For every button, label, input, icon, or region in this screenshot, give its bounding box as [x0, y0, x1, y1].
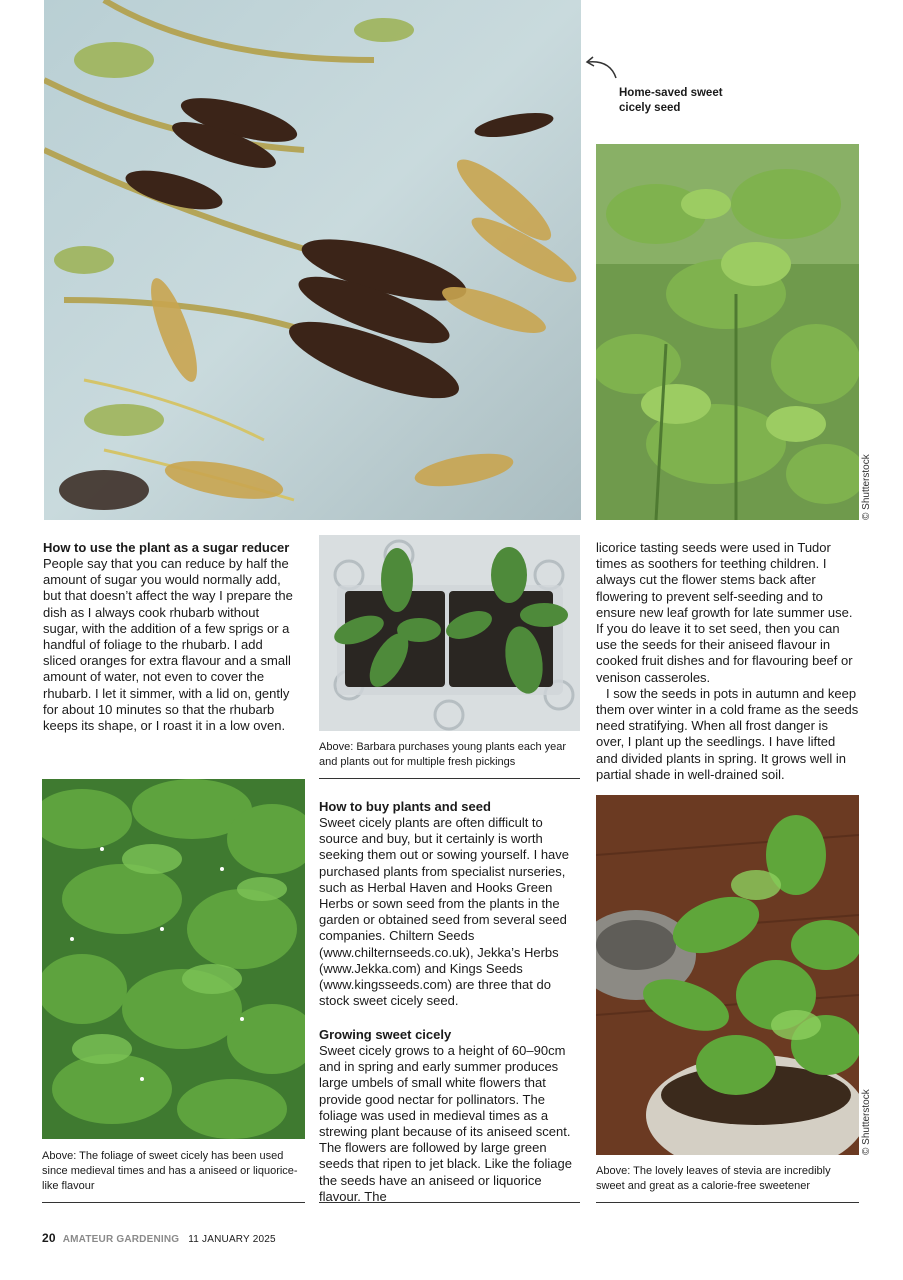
caption-text: Barbara purchases young plants each year and plants out for multiple fresh pickings — [319, 741, 567, 768]
photo-credit-bottom: © Shutterstock — [861, 1089, 872, 1155]
section-sugar-reducer — [43, 540, 298, 734]
photo-credit-top: © Shutterstock — [861, 454, 872, 520]
paragraph: I sow the seeds in pots in autumn and keep them over winter in a cold frame as the seeds need stratifying. When all frost danger is over, I plant up the seedlings. I have lifted and divided plants in spring. It grows well in partial shade in well-drained soil. — [596, 685, 859, 782]
foliage-photo — [42, 779, 305, 1139]
section-body: People say that you can reduce by half the amount of sugar you would normally add, but that doesn’t affect the way I prepare the dish as I always cook rhubarb without sugar, with the addition of a few sprigs or a handful of foliage to the rhubarb. I add sliced oranges for extra flavour and a small amount of water, not even to cover the rhubarb. I let it simmer, with a lid on, gently for about 10 minutes so that the rhubarb keeps its shape, or I roast it in a low oven. — [43, 556, 293, 734]
section-heading: How to use the plant as a sugar reducer — [43, 540, 290, 555]
caption-lead: Above: — [319, 741, 354, 753]
magazine-name: AMATEUR GARDENING — [62, 1234, 180, 1245]
caption-lead: Above: — [42, 1150, 77, 1162]
caption-lead: Above: — [596, 1165, 631, 1177]
section-heading: Growing sweet cicely — [319, 1027, 452, 1042]
seedlings-caption — [319, 740, 580, 779]
section-body: Sweet cicely grows to a height of 60–90cm and in spring and early summer produces large umbels of small white flowers that provide good nectar for pollinators. The foliage was used in medieval times as a strewing plant because of its aniseed scent. The flowers are followed by large green seeds that ripen to jet black. Like the foliage the seeds have an aniseed or liquorice flavour. The — [319, 1043, 572, 1204]
page-folio — [42, 1231, 276, 1245]
section-buy-plants — [319, 799, 580, 1009]
curved-arrow-icon — [584, 54, 620, 82]
seedlings-photo — [319, 535, 580, 731]
foliage-caption — [42, 1149, 305, 1203]
paragraph: licorice tasting seeds were used in Tudor times as soothers for teething children. I always cut the flower stems back after flowering to prevent self-seeding and to ensure new leaf growth for late summer use. If you do leave it to set seed, then you can use the seeds for their aniseed flavour in cooked fruit dishes and for flavouring beef or venison casseroles. — [596, 540, 853, 685]
caption-text: The lovely leaves of stevia are incredibly sweet and great as a calorie-free sweetener — [596, 1165, 831, 1192]
section-seeds-continued — [596, 540, 859, 783]
seedheads-photo — [44, 0, 581, 520]
photo-callout: Home-saved sweet cicely seed — [619, 87, 723, 114]
stevia-leaves-photo — [596, 144, 859, 520]
section-growing — [319, 1027, 582, 1205]
stevia-pot-photo — [596, 795, 859, 1155]
stevia-caption — [596, 1164, 859, 1203]
column-rule — [319, 1202, 580, 1203]
section-body: Sweet cicely plants are often difficult to source and buy, but it certainly is worth seeking them out or sowing yourself. I have purchased plants from specialist nurseries, such as Herbal Haven and Hooks Green Herbs or sown seed from the plants in the garden or obtained seed from several seed companies. Chiltern Seeds (www.chilternseeds.co.uk), Jekka’s Herbs (www.Jekka.com) and Kings Seeds (www.kingsseeds.com) are three that do stock sweet cicely seed. — [319, 815, 570, 1009]
page-number: 20 — [42, 1231, 56, 1245]
section-heading: How to buy plants and seed — [319, 799, 491, 814]
issue-date: 11 JANUARY 2025 — [188, 1234, 276, 1245]
caption-text: The foliage of sweet cicely has been used since medieval times and has a aniseed or liquorice-like flavour — [42, 1150, 298, 1192]
